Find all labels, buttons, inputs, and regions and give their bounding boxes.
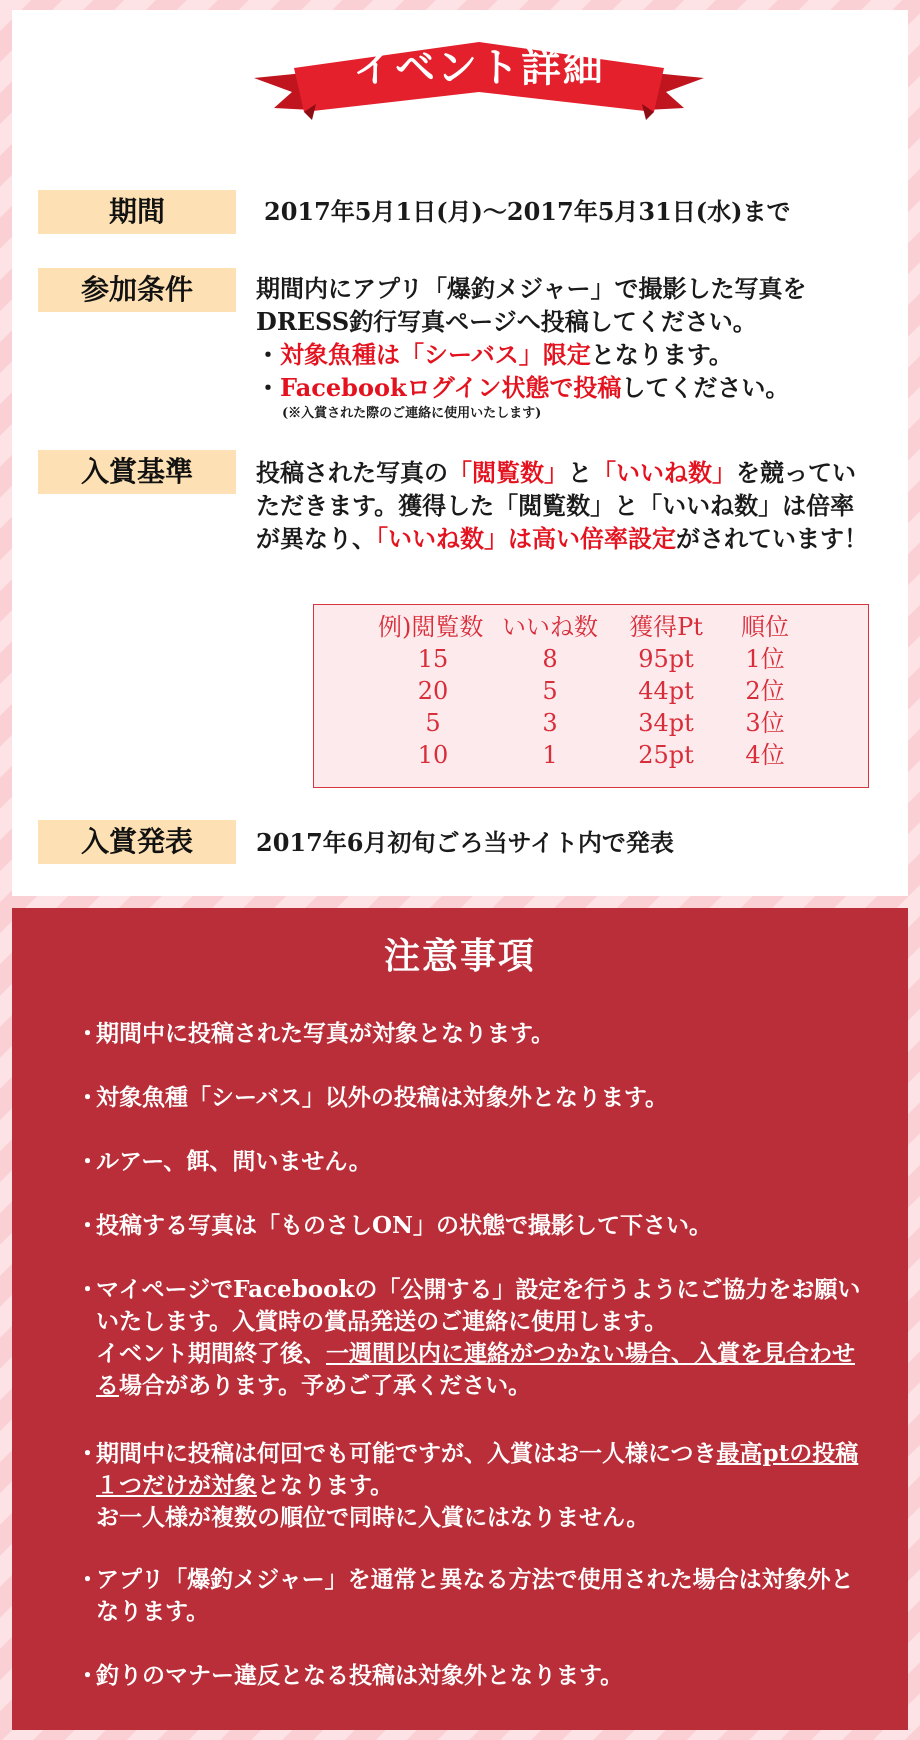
bullet-mark: ・ — [76, 1440, 99, 1467]
conditions-bullet-1 — [256, 338, 876, 371]
conditions-line-2: DRESS釣行写真ページへ投稿してください。 — [256, 307, 757, 336]
announcement-label: 入賞発表 — [38, 820, 236, 864]
notice-item5-b: イベント期間終了後、 — [96, 1340, 326, 1367]
cell-points: 34pt — [638, 709, 694, 737]
notice-item — [76, 1660, 876, 1692]
bullet-mark: ・ — [256, 340, 280, 369]
cell-likes: 3 — [542, 709, 558, 737]
bullet-mark: ・ — [76, 1084, 99, 1111]
cell-points: 95pt — [638, 645, 694, 673]
bullet-mark: ・ — [76, 1276, 99, 1303]
criteria-part-3: を競っていただきます。獲得した「閲覧数」と「いいね数」は倍率が異なり、 — [256, 458, 856, 553]
title-ribbon — [254, 30, 704, 130]
notice-item-text — [76, 1438, 876, 1534]
header-views: 例)閲覧数 — [378, 613, 484, 641]
notice-item-text: ルアー、餌、問いません。 — [96, 1148, 372, 1175]
cell-views: 5 — [425, 709, 441, 737]
conditions-bullet-1-red: 対象魚種は「シーバス」限定 — [280, 340, 591, 369]
notice-item-text: 投稿する写真は「ものさしON」の状態で撮影して下さい。 — [96, 1212, 713, 1239]
notice-item-text — [76, 1274, 876, 1402]
notice-item — [76, 1210, 876, 1242]
table-row — [378, 675, 810, 707]
table-row — [378, 643, 810, 675]
cell-views: 20 — [417, 677, 449, 705]
bullet-mark: ・ — [76, 1148, 99, 1175]
period-text: 2017年5月1日(月)～2017年5月31日(水)まで — [264, 197, 791, 226]
cell-points: 44pt — [638, 677, 694, 705]
bullet-mark: ・ — [76, 1566, 99, 1593]
notice-item-text: アプリ「爆釣メジャー」を通常と異なる方法で使用された場合は対象外となります。 — [96, 1566, 854, 1625]
conditions-bullet-2-suffix: してください。 — [621, 373, 790, 402]
cell-rank: 3位 — [745, 709, 785, 737]
notice-item — [76, 1146, 876, 1178]
announcement-text: 2017年6月初旬ごろ当サイト内で発表 — [256, 828, 674, 857]
example-table-box — [313, 604, 869, 788]
notice-item — [76, 1274, 876, 1402]
conditions-line-1: 期間内にアプリ「爆釣メジャー」で撮影した写真を — [256, 274, 807, 303]
notice-item5-a: マイページでFacebookの「公開する」設定を行うようにご協力をお願いいたします。入賞時の賞品発送のご連絡に使用します。 — [96, 1276, 861, 1335]
bullet-mark: ・ — [76, 1662, 99, 1689]
notice-item5-underline: 一週間以内に連絡がつかない場合、入賞を見合わせる — [96, 1340, 855, 1399]
cell-likes: 5 — [542, 677, 558, 705]
table-row — [378, 739, 810, 771]
table-row — [378, 707, 810, 739]
cell-likes: 8 — [542, 645, 558, 673]
cell-likes: 1 — [542, 741, 558, 769]
cell-rank: 1位 — [745, 645, 785, 673]
notice-item-text: 対象魚種「シーバス」以外の投稿は対象外となります。 — [96, 1084, 669, 1111]
notice-item6-a: 期間中に投稿は何回でも可能ですが、入賞はお一人様につき — [96, 1440, 717, 1467]
notice-item6-underline: 最高ptの投稿１つだけが対象 — [96, 1440, 859, 1499]
example-table-header — [378, 611, 810, 643]
notice-item — [76, 1438, 876, 1534]
bullet-mark: ・ — [76, 1212, 99, 1239]
cell-rank: 4位 — [745, 741, 785, 769]
notice-item5-c: 場合があります。予めご了承ください。 — [119, 1372, 532, 1399]
conditions-bullet-2 — [256, 371, 876, 404]
notice-section — [12, 908, 908, 1730]
criteria-label: 入賞基準 — [38, 450, 236, 494]
criteria-part-1: 投稿された写真の — [256, 458, 448, 487]
cell-points: 25pt — [638, 741, 694, 769]
header-likes: いいね数 — [502, 613, 598, 641]
cell-views: 15 — [417, 645, 449, 673]
notice-item — [76, 1018, 876, 1050]
bullet-mark: ・ — [256, 373, 280, 402]
conditions-note: (※入賞された際のご連絡に使用いたします) — [282, 406, 542, 421]
criteria-red-likes: 「いいね数」 — [592, 458, 736, 487]
notice-item6-c: お一人様が複数の順位で同時に入賞にはなりません。 — [96, 1504, 650, 1531]
conditions-bullet-1-suffix: となります。 — [590, 340, 733, 369]
criteria-text — [256, 456, 868, 555]
example-table — [378, 611, 810, 771]
conditions-label: 参加条件 — [38, 268, 236, 312]
conditions-bullet-2-red: Facebookログイン状態で投稿 — [280, 373, 622, 402]
conditions-text — [256, 272, 876, 424]
header-rank: 順位 — [741, 613, 789, 641]
period-label: 期間 — [38, 190, 236, 234]
notice-item-text: 釣りのマナー違反となる投稿は対象外となります。 — [96, 1662, 624, 1689]
criteria-part-4: がされています！ — [676, 524, 868, 553]
cell-views: 10 — [417, 741, 449, 769]
notice-item6-b: となります。 — [257, 1472, 394, 1499]
header-points: 獲得Pt — [629, 613, 703, 641]
criteria-red-views: 「閲覧数」 — [448, 458, 568, 487]
notice-item-text: 期間中に投稿された写真が対象となります。 — [96, 1020, 555, 1047]
page-title: イベント詳細 — [353, 45, 605, 91]
notice-item — [76, 1564, 876, 1628]
notice-item — [76, 1082, 876, 1114]
notice-title: 注意事項 — [383, 936, 536, 977]
criteria-part-2: と — [568, 458, 592, 487]
criteria-red-multiplier: 「いいね数」は高い倍率設定 — [376, 524, 676, 553]
cell-rank: 2位 — [745, 677, 785, 705]
bullet-mark: ・ — [76, 1020, 99, 1047]
